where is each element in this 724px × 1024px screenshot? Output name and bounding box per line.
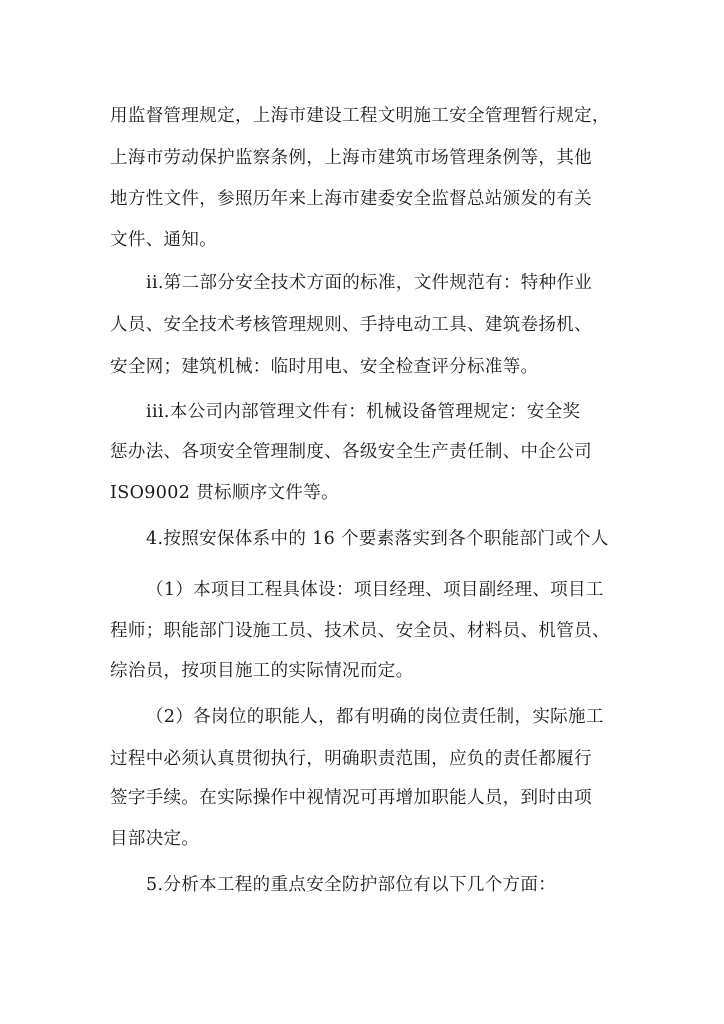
paragraph-3-line-1: iii.本公司内部管理文件有：机械设备管理规定：安全奖: [146, 402, 581, 422]
paragraph-2-line-3: 安全网；建筑机械：临时用电、安全检查评分标准等。: [110, 357, 539, 377]
paragraph-5-line-2: 程师；职能部门设施工员、技术员、安全员、材料员、机管员、: [110, 621, 610, 641]
paragraph-6-line-1: （2）各岗位的职能人，都有明确的岗位责任制，实际施工: [146, 707, 604, 727]
paragraph-3-line-2: 惩办法、各项安全管理制度、各级安全生产责任制、中企公司: [110, 442, 592, 462]
paragraph-2-line-1: ii.第二部分安全技术方面的标准，文件规范有：特种作业: [146, 273, 593, 293]
paragraph-7-line-1: 5.分析本工程的重点安全防护部位有以下几个方面：: [146, 875, 557, 895]
paragraph-1-line-1: 用监督管理规定，上海市建设工程文明施工安全管理暂行规定，: [110, 106, 610, 126]
paragraph-4-line-1: 4.按照安保体系中的 16 个要素落实到各个职能部门或个人: [146, 529, 609, 549]
paragraph-6-line-3: 签字手续。在实际操作中视情况可再增加职能人员，到时由项: [110, 788, 592, 808]
paragraph-2-line-2: 人员、安全技术考核管理规则、手持电动工具、建筑卷扬机、: [110, 315, 592, 335]
paragraph-5-line-1: （1）本项目工程具体设：项目经理、项目副经理、项目工: [146, 580, 604, 600]
paragraph-5-line-3: 综治员，按项目施工的实际情况而定。: [110, 661, 414, 681]
paragraph-1-line-3: 地方性文件，参照历年来上海市建委安全监督总站颁发的有关: [110, 189, 592, 209]
paragraph-6-line-4: 目部决定。: [110, 829, 200, 849]
paragraph-3-line-3: ISO9002 贯标顺序文件等。: [110, 483, 339, 503]
paragraph-6-line-2: 过程中必须认真贯彻执行，明确职责范围，应负的责任都履行: [110, 749, 592, 769]
paragraph-1-line-4: 文件、通知。: [110, 230, 218, 250]
paragraph-1-line-2: 上海市劳动保护监察条例，上海市建筑市场管理条例等，其他: [110, 148, 592, 168]
